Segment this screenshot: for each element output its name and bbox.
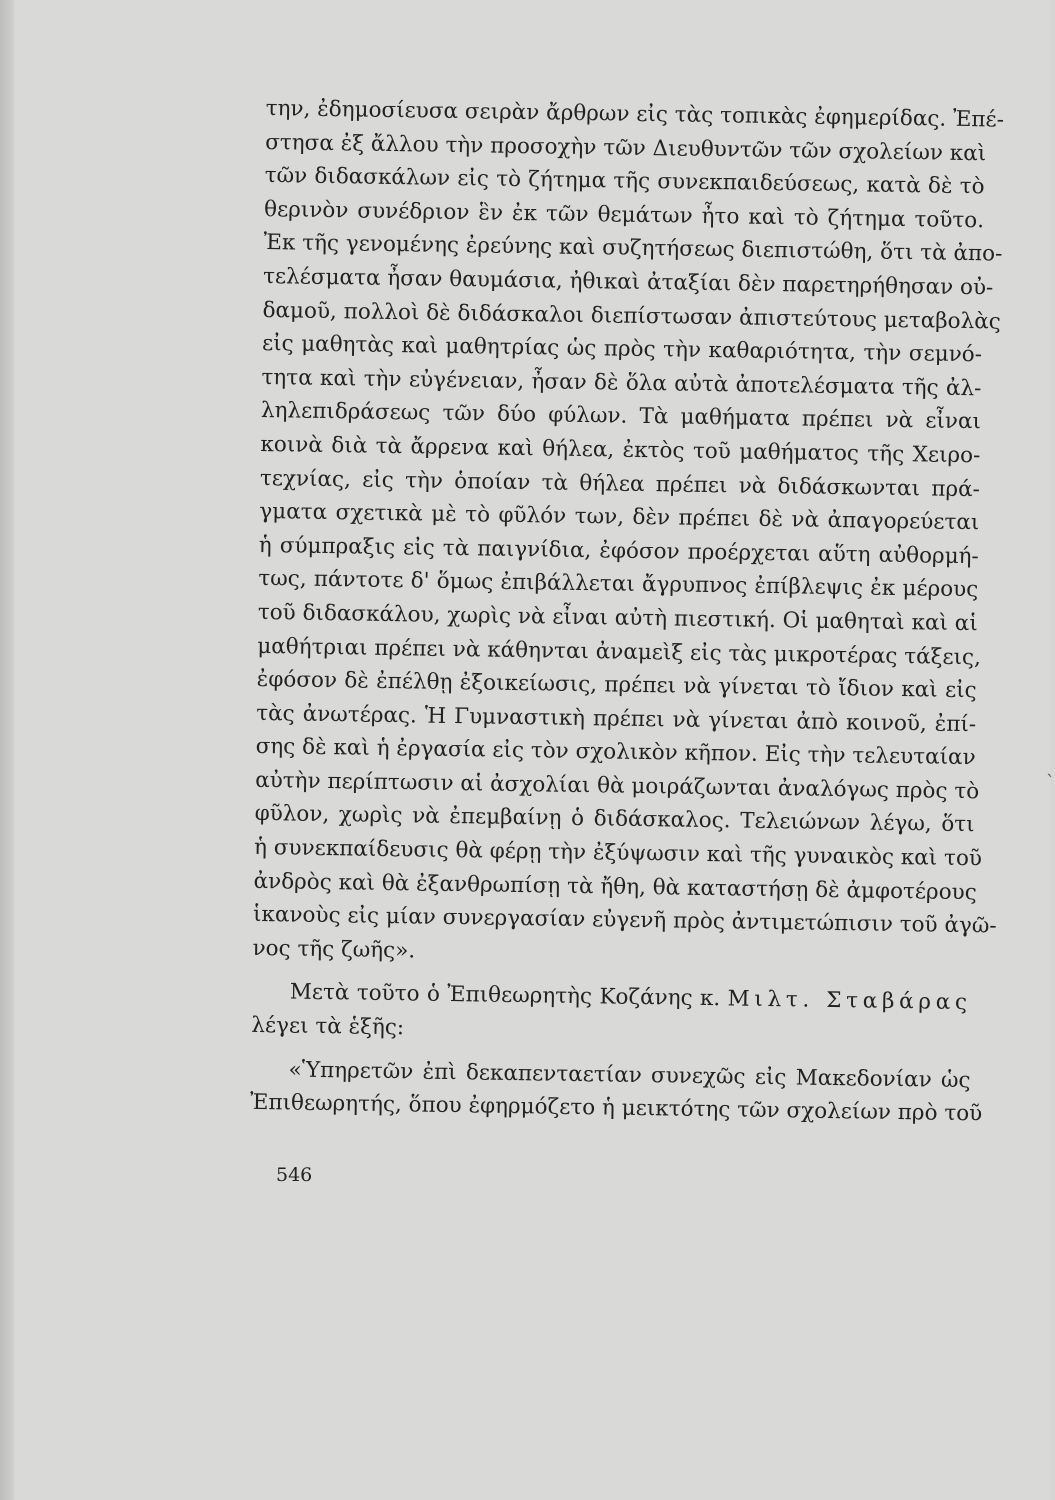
text-line: τοῦ διδασκάλου, χωρὶς νὰ εἶναι αὐτὴ πιεστική. Οἱ μαθηταὶ καὶ αἱ xyxy=(257,599,978,637)
page-edge xyxy=(0,0,14,1500)
text-line: ἡ σύμπραξις εἰς τὰ παιγνίδια, ἐφόσον προέρχεται αὕτη αὐθορμή- xyxy=(258,532,979,569)
text-line: ληλεπιδράσεως τῶν δύο φύλων. Τὰ μαθήματα πρέπει νὰ εἶναι xyxy=(260,398,982,435)
text-line: κοινὰ διὰ τὰ ἄρρενα καὶ θήλεα, ἐκτὸς τοῦ μαθήματος τῆς Χειρο- xyxy=(260,431,981,469)
text-line: μαθήτριαι πρέπει νὰ κάθηνται ἀναμεὶξ εἰς τὰς μικροτέρας τάξεις, xyxy=(257,633,982,670)
text-line: τεχνίας, εἰς τὴν ὁποίαν τὰ θήλεα πρέπει νὰ διδάσκωνται πρά- xyxy=(259,465,981,502)
text-line: φῦλον, χωρὶς νὰ ἐπεμβαίνῃ ὁ διδάσκαλος. Τελειώνων λέγω, ὅτι xyxy=(254,801,975,838)
speaker-intro-line-2: λέγει τὰ ἑξῆς: xyxy=(251,1012,405,1041)
text-line: γματα σχετικὰ μὲ τὸ φῦλόν των, δὲν πρέπει δὲ νὰ ἀπαγορεύεται xyxy=(259,499,980,536)
text-line: νος τῆς ζωῆς». xyxy=(252,935,416,964)
quote-line: «Ὑπηρετῶν ἐπὶ δεκαπενταετίαν συνεχῶς εἰς Μακεδονίαν ὡς xyxy=(288,1057,971,1093)
text-line: εἰς μαθητὰς καὶ μαθητρίας ὡς πρὸς τὴν καθαριότητα, τὴν σεμνό- xyxy=(261,331,983,368)
text-line: σης δὲ καὶ ἡ ἐργασία εἰς τὸν σχολικὸν κῆπον. Εἰς τὴν τελευταίαν xyxy=(255,734,976,771)
speaker-intro-prefix: Μετὰ τοῦτο ὁ Ἐπιθεωρητὴς Κοζάνης κ. xyxy=(289,979,721,1012)
text-line: την, ἐδημοσίευσα σειρὰν ἄρθρων εἰς τὰς τοπικὰς ἐφημερίδας. Ἐπέ- xyxy=(265,95,1005,133)
margin-mark: ` xyxy=(1046,772,1055,793)
text-line: ἱκανοὺς εἰς μίαν συνεργασίαν εὐγενῆ πρὸς ἀντιμετώπισιν τοῦ ἀγῶ- xyxy=(252,902,997,939)
text-line: στησα ἐξ ἄλλου τὴν προσοχὴν τῶν Διευθυντῶν τῶν σχολείων καὶ xyxy=(265,129,987,166)
text-line: τῶν διδασκάλων εἰς τὸ ζήτημα τῆς συνεκπαιδεύσεως, κατὰ δὲ τὸ xyxy=(264,163,985,200)
text-line: δαμοῦ, πολλοὶ δὲ διδάσκαλοι διεπίστωσαν ἀπιστεύτους μεταβολὰς xyxy=(262,297,1001,335)
text-line: Ἐκ τῆς γενομένης ἐρεύνης καὶ συζητήσεως διεπιστώθη, ὅτι τὰ ἀπο- xyxy=(263,230,1003,267)
body-text xyxy=(249,92,1005,1131)
quote-line: Ἐπιθεωρητής, ὅπου ἐφηρμόζετο ἡ μεικτότης τῶν σχολείων πρὸ τοῦ xyxy=(249,1090,983,1127)
speaker-name: Μιλτ. Σταβάρας xyxy=(727,986,972,1016)
text-line: ἀνδρὸς καὶ θὰ ἐξανθρωπίσῃ τὰ ἤθη, θὰ καταστήσῃ δὲ ἀμφοτέρους xyxy=(253,868,977,905)
text-line: τως, πάντοτε δ' ὅμως ἐπιβάλλεται ἄγρυπνος ἐπίβλεψις ἐκ μέρους xyxy=(258,566,979,603)
text-line: τητα καὶ τὴν εὐγένειαν, ἦσαν δὲ ὅλα αὐτὰ ἀποτελέσματα τῆς ἀλ- xyxy=(261,364,982,402)
text-line: τελέσματα ἦσαν θαυμάσια, ἠθικαὶ ἀταξίαι δὲν παρετηρήθησαν οὐ- xyxy=(262,263,994,301)
text-line: ἐφόσον δὲ ἐπέλθῃ ἐξοικείωσις, πρέπει νὰ γίνεται τὸ ἴδιον καὶ εἰς xyxy=(256,667,977,704)
text-line: αὐτὴν περίπτωσιν αἱ ἀσχολίαι θὰ μοιράζωνται ἀναλόγως πρὸς τὸ xyxy=(254,767,980,805)
text-line: ἡ συνεκπαίδευσις θὰ φέρῃ τὴν ἐξύψωσιν καὶ τῆς γυναικὸς καὶ τοῦ xyxy=(253,834,983,872)
text-line: θερινὸν συνέδριον ἓν ἐκ τῶν θεμάτων ἦτο καὶ τὸ ζήτημα τοῦτο. xyxy=(263,196,985,234)
page-number: 546 xyxy=(276,1164,313,1186)
text-line: τὰς ἀνωτέρας. Ἡ Γυμναστικὴ πρέπει νὰ γίνεται ἀπὸ κοινοῦ, ἐπί- xyxy=(256,700,977,737)
